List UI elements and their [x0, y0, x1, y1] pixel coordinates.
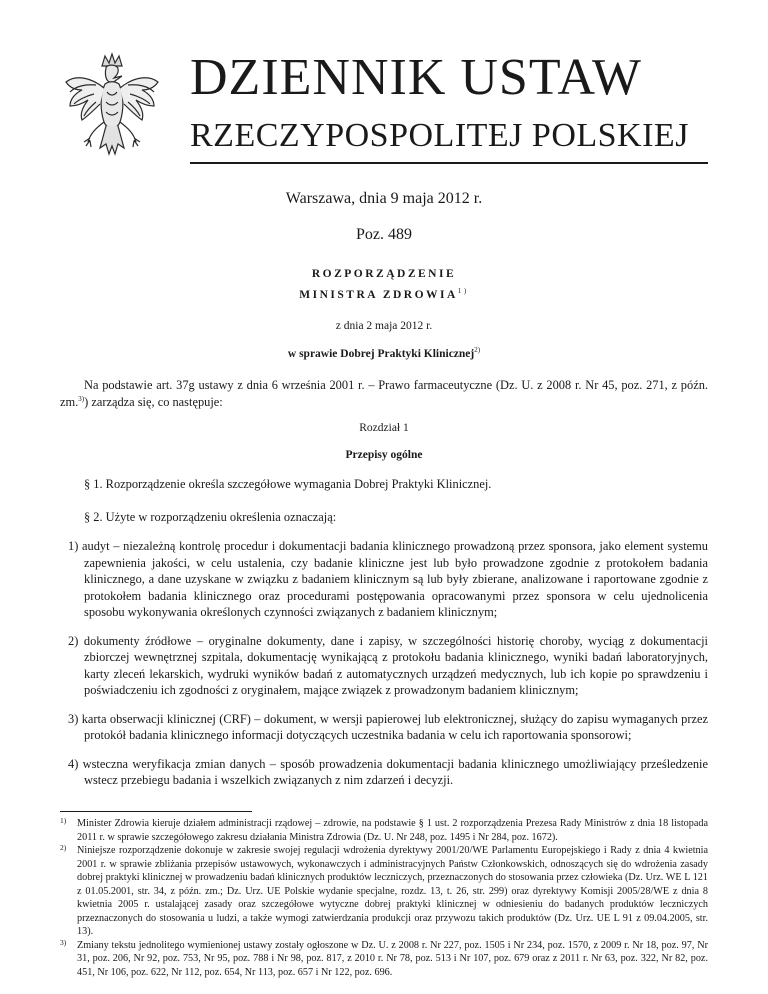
footnote-text: Minister Zdrowia kieruje działem administracji rządowej – zdrowie, na podstawie § 1 ust. 2 rozporządzenia Prezesa Rady Ministrów z dnia 18 listopada 2011 r. w sprawie szczegółowego zakresu działania Ministra Zdrowia (Dz. U. Nr 248, poz. 1495 i Nr 284, poz. 1672).	[77, 818, 708, 843]
act-type: ROZPORZĄDZENIE	[311, 268, 457, 280]
act-issuer-text: MINISTRA ZDROWIA	[299, 289, 458, 301]
footnote-mark: 3)	[60, 937, 67, 947]
legal-basis-intro	[60, 377, 708, 411]
footnote-text: Zmiany tekstu jednolitego wymienionej ustawy zostały ogłoszone w Dz. U. z 2008 r. Nr 227, poz. 1505 i Nr 234, poz. 1570, z 2009 r. Nr 18, poz. 97, Nr 31, poz. 206, Nr 92, poz. 753, Nr 95, poz. 788 i Nr 98, poz. 817, z 2010 r. Nr 78, poz. 513 i Nr 107, poz. 679 oraz z 2011 r. Nr 63, poz. 322, Nr 82, poz. 451, Nr 106, poz. 622, Nr 112, poz. 654, Nr 113, poz. 657 i Nr 122, poz. 696.	[77, 939, 708, 978]
footnote-ref-1: 1)	[457, 287, 469, 296]
footnote-3	[60, 939, 708, 980]
footnotes	[60, 817, 708, 979]
definition-item: 2) dokumenty źródłowe – oryginalne dokumenty, dane i zapisy, w szczególności historię choroby, wyciąg z dokumentacji zbiorczej wewnętrznej szpitala, dokumentację wynikającą z protokołu badania klinicznego, wyniki badań laboratoryjnych, karty zleceń lekarskich, wydruki wyników badań z automatycznych urządzeń medycznych, lub ich kopie po sprawdzeniu i poświadczeniu ich zgodności z oryginałem, mające związek z prowadzonym badaniem klinicznym;	[68, 633, 708, 697]
publication-position: Poz. 489	[356, 226, 412, 243]
definition-item: 3) karta obserwacji klinicznej (CRF) – dokument, w wersji papierowej lub elektronicznej, służący do zapisu wymaganych przez protokół badania klinicznego informacji dotyczących uczestnika badania w celu ich raportowania sponsorowi;	[68, 711, 708, 742]
intro-text-before: Na podstawie art. 37g ustawy z dnia 6 września 2001 r. – Prawo farmaceutyczne (Dz. U. z 2008 r. Nr 45, poz. 271, z późn. zm.	[60, 378, 708, 409]
definition-item: 4) wsteczna weryfikacja zmian danych – sposób prowadzenia dokumentacji badania klinicznego umożliwiający prześledzenie wstecz przebiegu badania i wszelkich związanych z nim zdarzeń i decyzji.	[68, 756, 708, 787]
act-subject-text: w sprawie Dobrej Praktyki Klinicznej	[287, 348, 475, 360]
footnote-2	[60, 844, 708, 939]
journal-title: DZIENNIK USTAW	[190, 49, 642, 106]
definition-item: 1) audyt – niezależną kontrolę procedur i dokumentacji badania klinicznego prowadzoną przez sponsora, jako element systemu zapewnienia jakości, w celu ustalenia, czy badanie kliniczne jest lub było prowadzone zgodnie z protokołem badania klinicznego, a dane uzyskane w związku z badaniem klinicznym są lub były zbierane, analizowane i raportowane zgodnie z protokołem badania klinicznego oraz procedurami postępowania opracowanymi przez sponsora w celu ujednolicenia sposobu wykonywania określonych czynności związanych z badaniem klinicznym;	[68, 539, 708, 619]
paragraph-1: § 1. Rozporządzenie określa szczegółowe wymagania Dobrej Praktyki Klinicznej.	[84, 477, 492, 491]
paragraph-2: § 2. Użyte w rozporządzeniu określenia oznaczają:	[84, 510, 337, 524]
act-date: z dnia 2 maja 2012 r.	[335, 320, 433, 332]
act-issuer	[60, 289, 708, 301]
footnote-mark: 1)	[60, 816, 67, 825]
journal-subtitle: RZECZYPOSPOLITEJ POLSKIEJ	[190, 117, 689, 154]
chapter-label: Rozdział 1	[359, 422, 409, 434]
footnote-divider	[60, 811, 252, 812]
chapter-name: Przepisy ogólne	[345, 449, 423, 461]
polish-eagle-emblem	[62, 52, 162, 170]
footnote-text: Niniejsze rozporządzenie dokonuje w zakresie swojej regulacji wdrożenia dyrektywy 2001/20/WE Parlamentu Europejskiego i Rady z dnia 4 kwietnia 2001 r. w sprawie zbliżania przepisów ustawowych, wykonawczych i administracyjnych Państw Członkowskich, odnoszących się do wdrożenia zasady dobrej praktyki klinicznej w prowadzeniu badań klinicznych produktów leczniczych, przeznaczonych do stosowania przez człowieka (Dz. Urz. WE L 121 z 01.05.2001, str. 34, z późn. zm.; Dz. Urz. UE Polskie wydanie specjalne, rozdz. 13, t. 26, str. 299) oraz dyrektywy Komisji 2005/28/WE z dnia 8 kwietnia 2005 r. ustalającej zasady oraz szczegółowe wytyczne dobrej praktyki klinicznej w odniesieniu do badanych produktów leczniczych przeznaczonych do stosowania u ludzi, a także wymogi zatwierdzania produkcji oraz przywozu takich produktów (Dz. Urz. UE L 91 z 09.04.2005, str. 13).	[77, 845, 708, 937]
publication-dateline: Warszawa, dnia 9 maja 2012 r.	[285, 190, 483, 207]
footnote-mark: 2)	[60, 843, 67, 852]
title-divider	[190, 162, 708, 164]
footnote-1	[60, 817, 708, 844]
intro-text-after: ) zarządza się, co następuje:	[84, 395, 223, 409]
act-subject	[60, 348, 708, 360]
definitions-list	[60, 538, 708, 801]
footnote-ref-3: 3)	[78, 394, 85, 403]
footnote-ref-2: 2)	[474, 346, 481, 355]
